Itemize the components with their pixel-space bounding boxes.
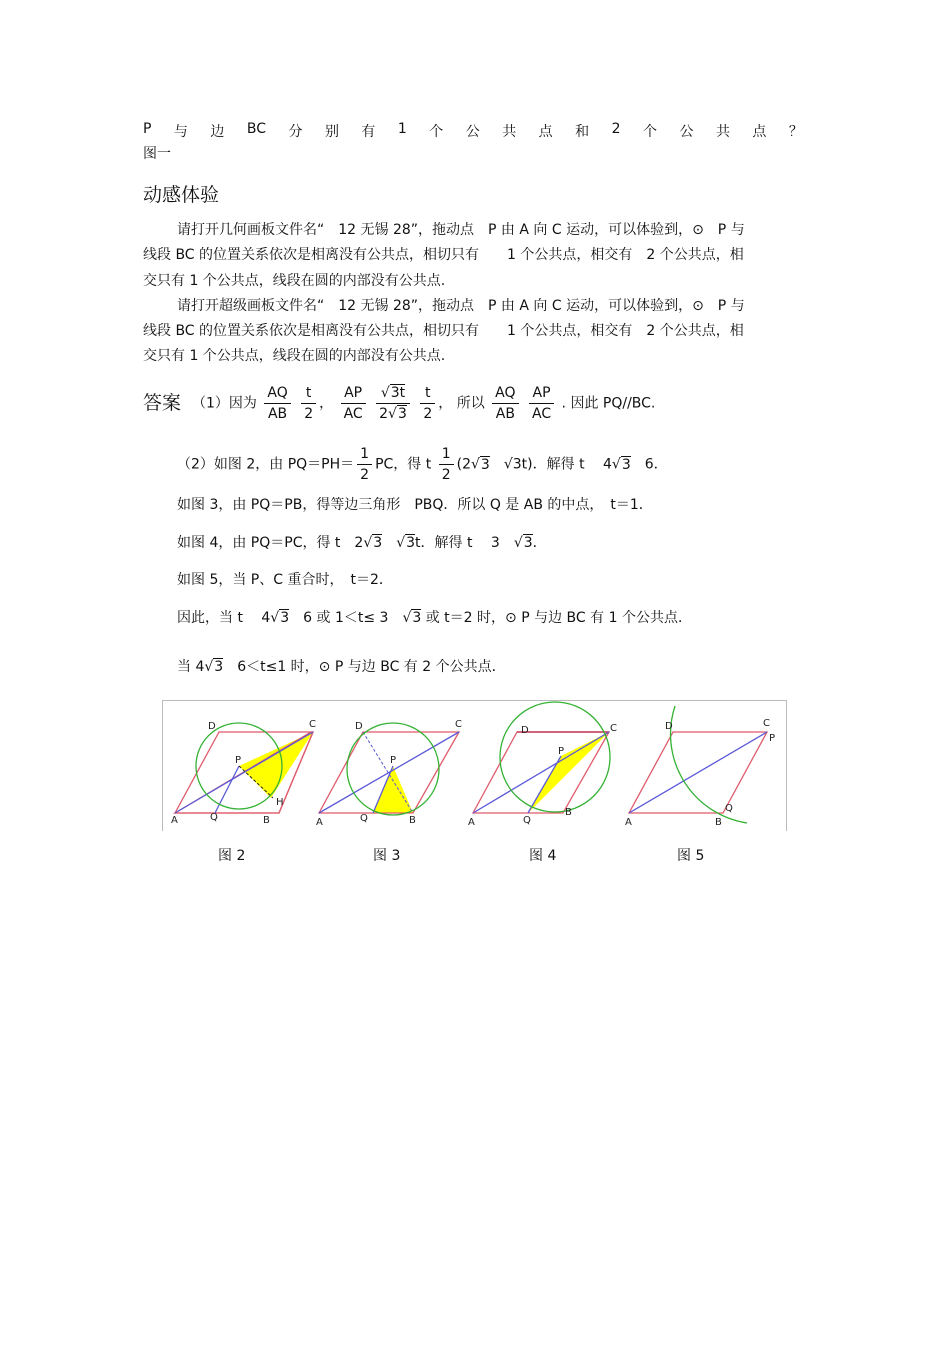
figure-5: [625, 706, 775, 828]
answer-title: 答案: [143, 392, 182, 414]
fraction-half-2: $\frac{1}{2}$: [439, 444, 454, 485]
fig3-label-d: D: [355, 721, 363, 732]
spread-word: 与: [173, 124, 188, 140]
figure-one-label: 图一: [143, 146, 171, 162]
top-line: [143, 121, 803, 141]
spread-word: 有: [361, 124, 376, 140]
fig4-label-a: A: [468, 817, 475, 828]
answer-line6: 因此，当 t 4√3 6 或 1＜t≤ 3 √3 或 t＝2 时，⊙ P 与边 BC 有 1 个公共点．: [177, 610, 692, 626]
figures-panel: [162, 700, 787, 831]
spread-word: 公: [465, 124, 480, 140]
answer-line4: 如图 4，由 PQ＝PC，得 t 2√3 √3t．解得 t 3 √3．: [177, 535, 547, 551]
fig5-label-a: A: [625, 817, 632, 828]
caption-fig4: 图 4: [529, 848, 557, 864]
answer-line7: 当 4√3 6＜t≤1 时，⊙ P 与边 BC 有 2 个公共点．: [177, 659, 506, 675]
fraction-sqrt3t: $\frac{√3t}{2√3}$: [376, 383, 410, 424]
fraction-t-2b: $\frac{t}{2}$: [420, 383, 435, 424]
spread-word: BC: [246, 121, 266, 137]
fig3-label-p: P: [390, 755, 397, 766]
figure-3: [316, 719, 462, 828]
fig2-label-a: A: [171, 815, 178, 826]
caption-fig5: 图 5: [677, 848, 705, 864]
caption-fig3: 图 3: [373, 848, 401, 864]
spread-word: 2: [611, 121, 621, 137]
fig5-diagonal: [629, 732, 767, 813]
fig3-label-b: B: [409, 815, 416, 826]
fig4-label-c: C: [610, 723, 617, 734]
fig2-diagonal: [175, 732, 313, 813]
spread-word: 1: [397, 121, 407, 137]
answer-line5: 如图 5，当 P、C 重合时， t＝2．: [177, 572, 393, 588]
answer-part2: （2）如图 2，由 PQ＝PH＝ $\frac{1}{2}$ PC，得 t $\frac{1}{2}$ (2√3 √3t)．解得 t 4√3 6．: [177, 446, 668, 483]
caption-fig2: 图 2: [218, 848, 246, 864]
para1-line3: 交只有 1 个公共点，线段在圆的内部没有公共点.: [143, 273, 446, 289]
fig5-label-c: C: [763, 718, 770, 729]
spread-word: 个: [643, 124, 657, 140]
para1-line2: 线段 BC 的位置关系依次是相离没有公共点，相切只有 1 个公共点，相交有 2 个公共点，相: [143, 247, 744, 263]
fig4-label-q: Q: [523, 815, 531, 826]
fig5-label-p: P: [769, 733, 776, 744]
fraction-ap-ac-2: $\frac{AP}{AC}$: [529, 383, 554, 424]
fraction-ap-ac: $\frac{AP}{AC}$: [341, 383, 366, 424]
figures-svg: [163, 701, 786, 831]
fig3-label-c: C: [455, 719, 462, 730]
fig2-label-h: H: [276, 797, 284, 808]
spread-word: 共: [502, 124, 517, 140]
spread-word: 公: [679, 124, 694, 140]
fig3-label-q: Q: [360, 813, 368, 824]
part1-suffix: . 因此 PQ//BC.: [561, 395, 656, 412]
fig4-label-d: D: [521, 725, 529, 736]
spread-word: 共: [715, 124, 730, 140]
fig5-label-q: Q: [725, 803, 733, 814]
answer-part1: （1）因为 $\frac{AQ}{AB}$ $\frac{t}{2}$ ， $\frac{AP}{AC}$ $\frac{√3t}{2√3}$ $\frac{t}{2}$ ， 所以 $\frac{AQ}{AB}$ $\frac{AP}{AC}$ . 因此 PQ//BC.: [192, 385, 656, 422]
fig5-label-b: B: [715, 817, 722, 828]
fig2-label-d: D: [208, 721, 216, 732]
fig2-label-q: Q: [210, 812, 218, 823]
fig5-arc: [671, 706, 747, 823]
fraction-aq-ab-2: $\frac{AQ}{AB}$: [492, 383, 518, 424]
fraction-half: $\frac{1}{2}$: [357, 444, 372, 485]
fig4-label-b: B: [565, 807, 572, 818]
spread-word: 别: [324, 124, 339, 140]
spread-word: 分: [288, 124, 303, 140]
fig4-label-p: P: [558, 746, 565, 757]
so-text: 所以: [456, 395, 485, 412]
para2-line2: 线段 BC 的位置关系依次是相离没有公共点，相切只有 1 个公共点，相交有 2 个公共点，相: [143, 323, 744, 339]
fig5-label-d: D: [665, 721, 673, 732]
fig3-label-a: A: [316, 817, 323, 828]
fig3-shaded-triangle: [373, 766, 413, 813]
spread-word: 边: [210, 124, 225, 140]
answer-line3: 如图 3，由 PQ＝PB，得等边三角形 PBQ．所以 Q 是 AB 的中点， t＝1．: [177, 497, 653, 513]
spread-word: 点: [538, 124, 553, 140]
fig4-circle: [500, 702, 610, 812]
para2-line1: 请打开超级画板文件名“ 12 无锡 28”，拖动点 P 由 A 向 C 运动，可以体验到，⊙ P 与: [177, 298, 745, 314]
part1-prefix: （1）因为: [192, 395, 257, 412]
spread-words: [143, 121, 803, 141]
fraction-aq-ab: $\frac{AQ}{AB}$: [264, 383, 290, 424]
fig2-label-c: C: [309, 719, 316, 730]
figure-4: [468, 702, 617, 828]
para2-line3: 交只有 1 个公共点，线段在圆的内部没有公共点.: [143, 348, 446, 364]
section-title: 动感体验: [143, 184, 220, 206]
fraction-t-2: $\frac{t}{2}$: [301, 383, 316, 424]
spread-word: P: [143, 121, 152, 137]
para1-line1: 请打开几何画板文件名“ 12 无锡 28”，拖动点 P 由 A 向 C 运动，可以体验到，⊙ P 与: [177, 222, 745, 238]
figure-2: [171, 719, 316, 826]
spread-word: 和: [575, 124, 590, 140]
spread-word: 点: [752, 124, 767, 140]
spread-word: ？: [788, 124, 803, 140]
fig2-label-b: B: [263, 815, 270, 826]
spread-word: 个: [429, 124, 444, 140]
fig2-label-p: P: [235, 755, 242, 766]
